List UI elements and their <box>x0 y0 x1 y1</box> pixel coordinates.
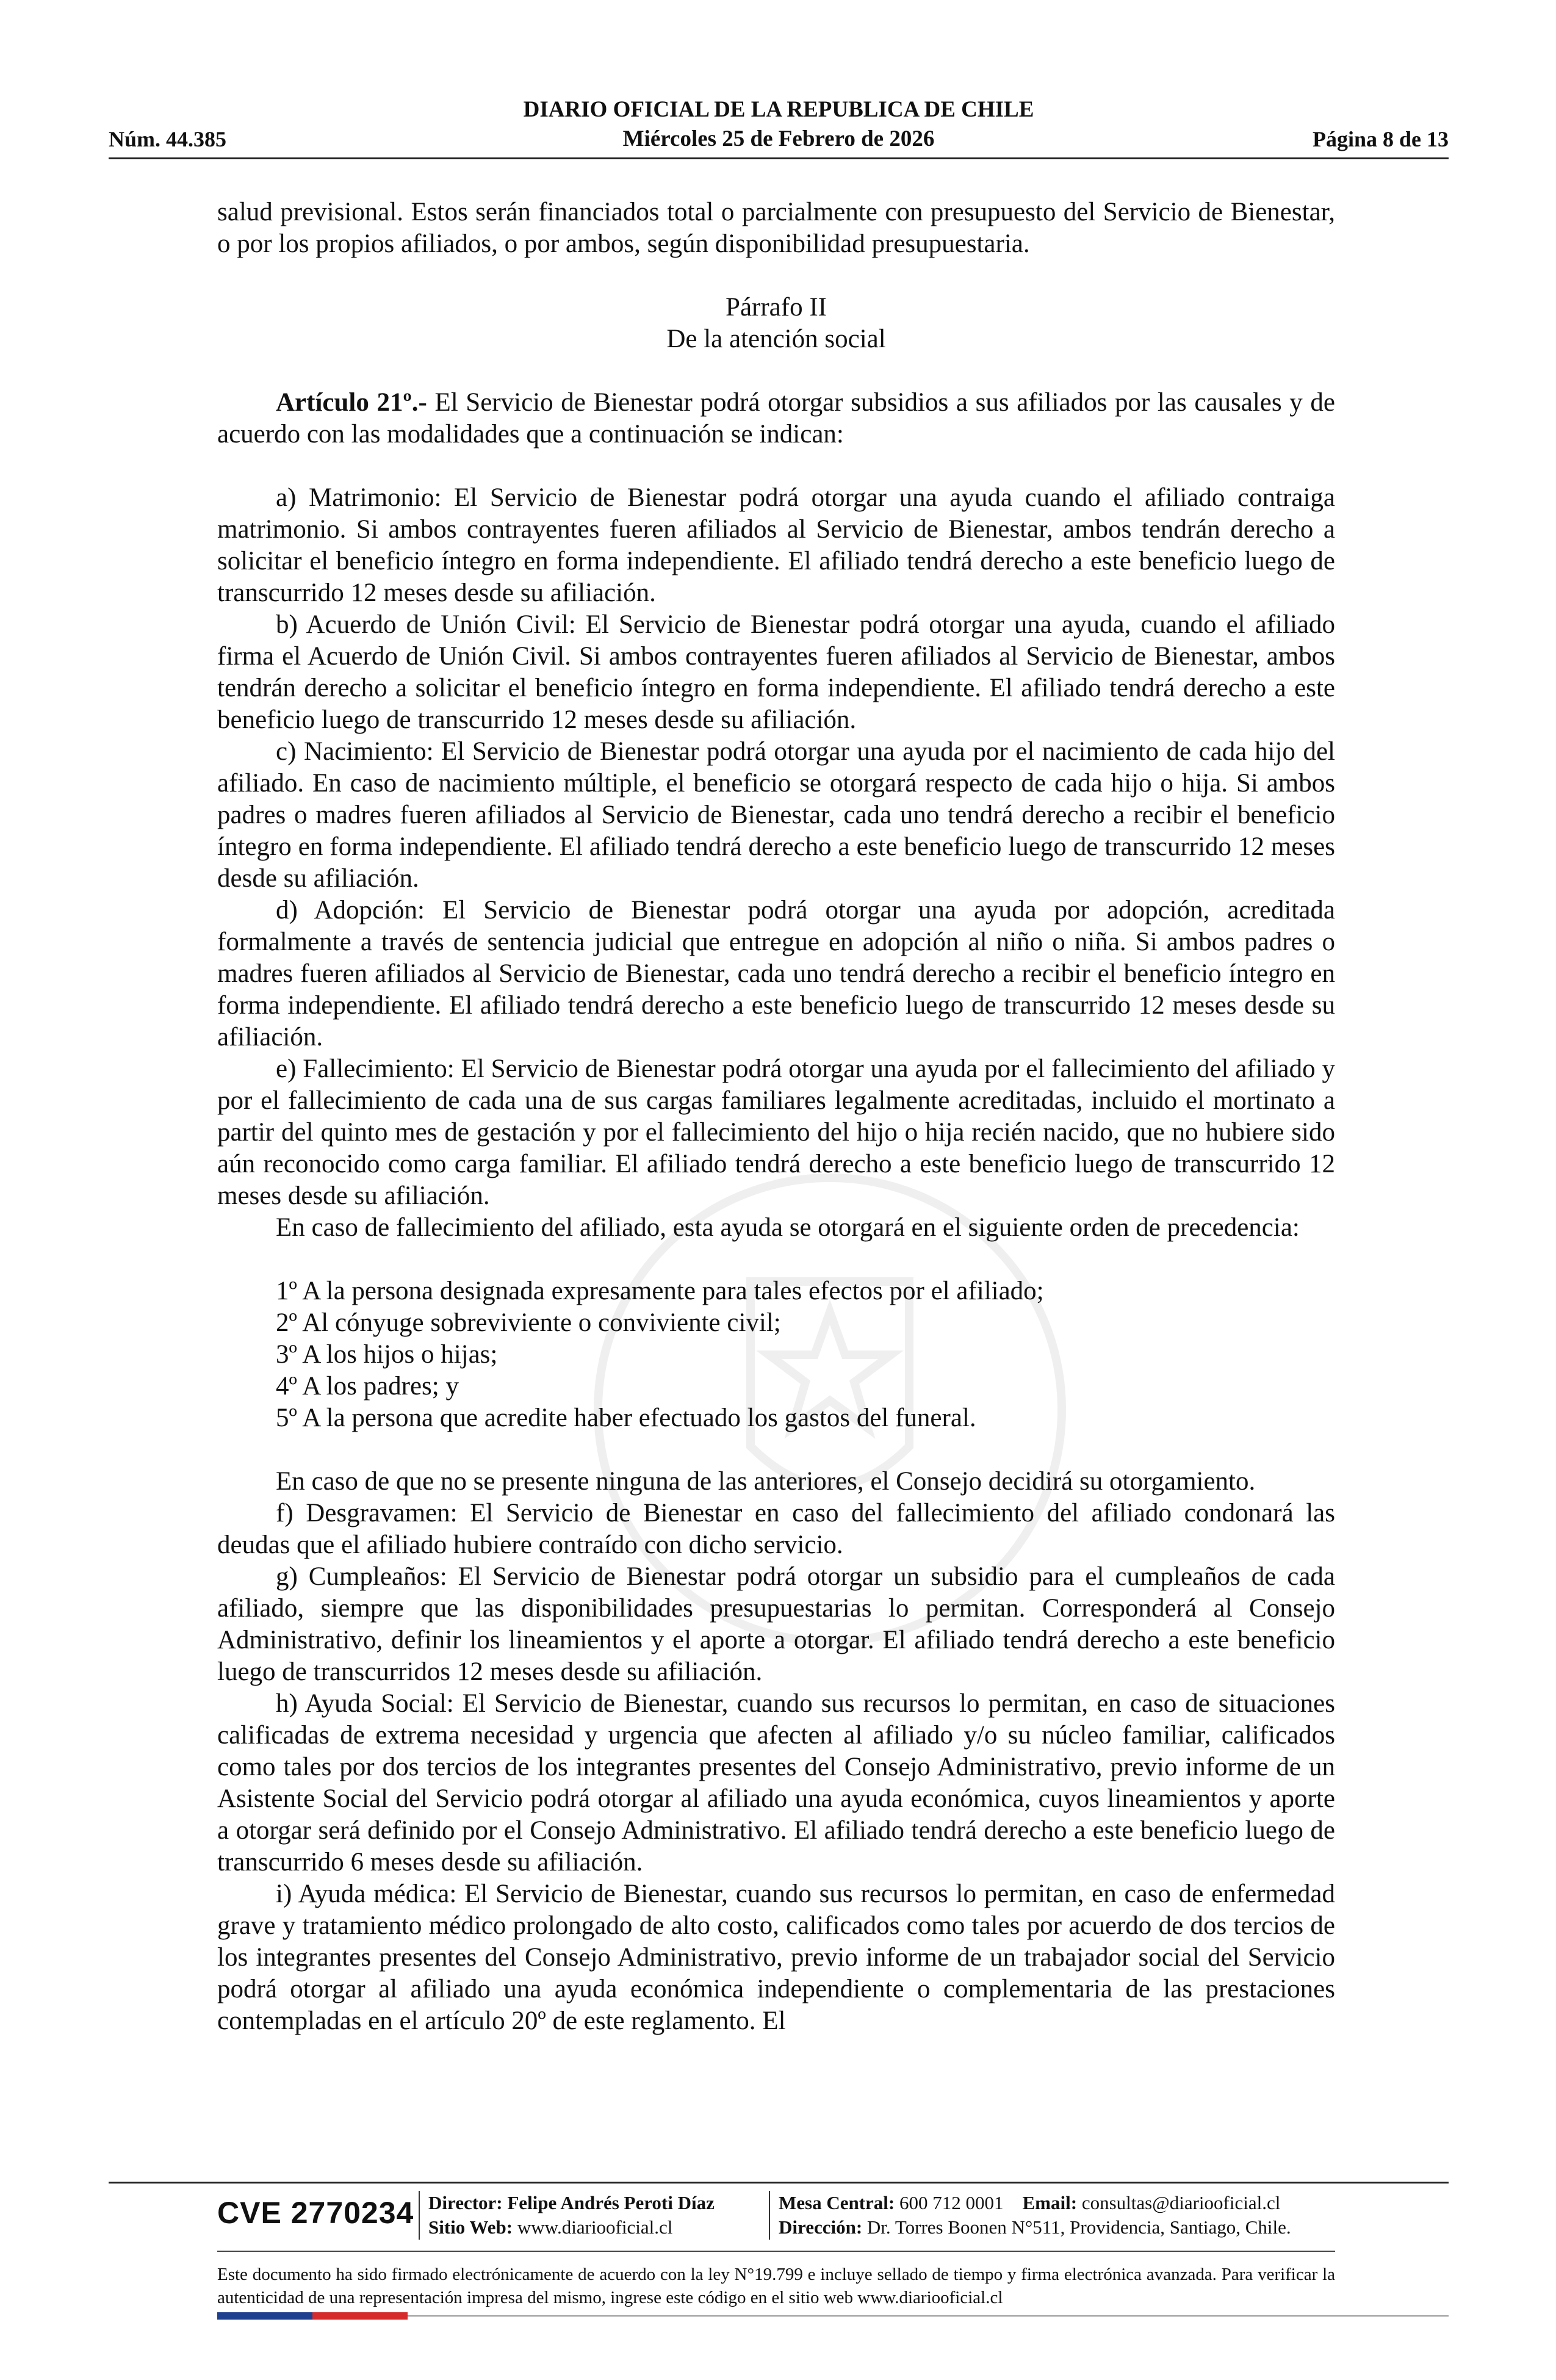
footer-director-column <box>428 2191 715 2240</box>
flag-stripe <box>217 2312 408 2320</box>
page-number: Página 8 de 13 <box>1312 127 1449 151</box>
list-item: 3º A los hijos o hijas; <box>276 1340 498 1369</box>
item-g: g) Cumpleaños: El Servicio de Bienestar podrá otorgar un subsidio para el cumpleaños de cada afiliado, siempre que las disponibilidades presupuestarias lo permitan. Corresponderá al Consejo Administrativo, definir los lineamientos y el aporte a otorgar. El afiliado tendrá derecho a este beneficio luego de transcurridos 12 meses desde su afiliación. <box>217 1562 1335 1686</box>
item-a: a) Matrimonio: El Servicio de Bienestar podrá otorgar una ayuda cuando el afiliado contraiga matrimonio. Si ambos contrayentes fueren afiliados al Servicio de Bienestar, ambos tendrán derecho a solicitar el beneficio íntegro en forma independiente. El afiliado tendrá derecho a este beneficio luego de transcurrido 12 meses desde su afiliación. <box>217 483 1335 607</box>
publication-title: DIARIO OFICIAL DE LA REPUBLICA DE CHILE <box>523 97 1034 122</box>
item-d: d) Adopción: El Servicio de Bienestar podrá otorgar una ayuda por adopción, acreditada formalmente a través de sentencia judicial que entregue en adopción al niño o niña. Si ambos padres o madres fueren afiliados al Servicio de Bienestar, cada uno tendrá derecho a recibir el beneficio íntegro en forma independiente. El afiliado tendrá derecho a este beneficio luego de transcurrido 12 meses desde su afiliación. <box>217 896 1335 1051</box>
issue-number: Núm. 44.385 <box>109 127 227 151</box>
address-label: Dirección: <box>779 2216 863 2238</box>
address-text: Dr. Torres Boonen N°511, Providencia, Santiago, Chile. <box>866 2216 1291 2238</box>
section-subtitle: De la atención social <box>666 325 886 353</box>
item-b: b) Acuerdo de Unión Civil: El Servicio de Bienestar podrá otorgar una ayuda, cuando el afiliado firma el Acuerdo de Unión Civil. Si ambos contrayentes fueren afiliados al Servicio de Bienestar, ambos tendrán derecho a solicitar el beneficio íntegro en forma independiente. El afiliado tendrá derecho a este beneficio luego de transcurrido 12 meses desde su afiliación. <box>217 610 1335 734</box>
list-item: 2º Al cónyuge sobreviviente o conviviente civil; <box>276 1308 781 1337</box>
list-item: 1º A la persona designada expresamente para tales efectos por el afiliado; <box>276 1277 1044 1305</box>
precedence-intro: En caso de fallecimiento del afiliado, esta ayuda se otorgará en el siguiente orden de precedencia: <box>276 1213 1300 1242</box>
website-label: Sitio Web: <box>428 2216 513 2238</box>
flag-red-segment <box>312 2312 408 2320</box>
precedence-closing: En caso de que no se presente ninguna de las anteriores, el Consejo decidirá su otorgamiento. <box>276 1467 1256 1496</box>
footer-separator <box>419 2191 420 2240</box>
phone-number: 600 712 0001 <box>899 2192 1004 2213</box>
item-c: c) Nacimiento: El Servicio de Bienestar podrá otorgar una ayuda por el nacimiento de cada hijo del afiliado. En caso de nacimiento múltiple, el beneficio se otorgará respecto de cada hijo o hija. Si ambos padres o madres fueren afiliados al Servicio de Bienestar, cada uno tendrá derecho a recibir el beneficio íntegro en forma independiente. El afiliado tendrá derecho a este beneficio luego de transcurrido 12 meses desde su afiliación. <box>217 737 1335 893</box>
page-footer <box>217 2191 1335 2252</box>
page-header <box>109 92 1449 159</box>
intro-paragraph: salud previsional. Estos serán financiados total o parcialmente con presupuesto del Servicio de Bienestar, o por los propios afiliados, o por ambos, según disponibilidad presupuestaria. <box>217 198 1335 258</box>
precedence-list <box>217 1275 1335 1434</box>
email-link[interactable]: consultas@diariooficial.cl <box>1081 2192 1281 2213</box>
cve-code: CVE 2770234 <box>217 2196 414 2230</box>
footer-separator <box>769 2191 770 2240</box>
flag-blue-segment <box>217 2312 312 2320</box>
item-h: h) Ayuda Social: El Servicio de Bienestar, cuando sus recursos lo permitan, en caso de situaciones calificadas de extrema necesidad y urgencia que afecten al afiliado y/o su núcleo familiar, calificados como tales por dos tercios de los integrantes presentes del Consejo Administrativo, previo informe de un Asistente Social del Servicio podrá otorgar al afiliado una ayuda económica, cuyos lineamientos y aporte a otorgar será definido por el Consejo Administrativo. El afiliado tendrá derecho a este beneficio luego de transcurrido 6 meses desde su afiliación. <box>217 1689 1335 1877</box>
document-body <box>217 197 1335 2037</box>
article-label: Artículo 21º.- <box>276 388 427 417</box>
director-name: Felipe Andrés Peroti Díaz <box>507 2192 715 2213</box>
section-title: Párrafo II <box>726 293 827 322</box>
item-i: i) Ayuda médica: El Servicio de Bienestar, cuando sus recursos lo permitan, en caso de enfermedad grave y tratamiento médico prolongado de alto costo, calificados como tales por acuerdo de dos tercios de los integrantes presentes del Consejo Administrativo, previo informe de un trabajador social del Servicio podrá otorgar al afiliado una ayuda económica independiente o complementaria de las prestaciones contempladas en el artículo 20º de este reglamento. El <box>217 1880 1335 2035</box>
signature-disclaimer: Este documento ha sido firmado electrónicamente de acuerdo con la ley N°19.799 e incluye sellado de tiempo y firma electrónica avanzada. Para verificar la autenticidad de una representación impresa del mismo, ingrese este código en el sitio web www.diariooficial.cl <box>217 2265 1335 2307</box>
bottom-rule <box>408 2315 1449 2317</box>
header-center <box>109 95 1449 154</box>
issue-date: Miércoles 25 de Febrero de 2026 <box>622 126 935 151</box>
footer-rule <box>217 2251 1335 2252</box>
article-text: El Servicio de Bienestar podrá otorgar subsidios a sus afiliados por las causales y de acuerdo con las modalidades que a continuación se indican: <box>217 388 1336 449</box>
director-label: Director: <box>428 2192 503 2213</box>
phone-label: Mesa Central: <box>779 2192 895 2213</box>
item-e: e) Fallecimiento: El Servicio de Bienestar podrá otorgar una ayuda por el fallecimiento del afiliado y por el fallecimiento de cada una de sus cargas familiares legalmente acreditadas, incluido el mortinato a partir del quinto mes de gestación y por el fallecimiento del hijo o hija recién nacido, que no hubiere sido aún reconocido como carga familiar. El afiliado tendrá derecho a este beneficio luego de transcurrido 12 meses desde su afiliación. <box>217 1055 1335 1210</box>
footer-divider <box>109 2182 1449 2183</box>
list-item: 5º A la persona que acredite haber efectuado los gastos del funeral. <box>276 1404 976 1432</box>
item-f: f) Desgravamen: El Servicio de Bienestar en caso del fallecimiento del afiliado condonará las deudas que el afiliado hubiere contraído con dicho servicio. <box>217 1499 1335 1559</box>
website-link[interactable]: www.diariooficial.cl <box>517 2216 673 2238</box>
article-21-paragraph <box>217 387 1335 450</box>
list-item: 4º A los padres; y <box>276 1372 459 1401</box>
footer-contact-column <box>779 2191 1291 2240</box>
email-label: Email: <box>1022 2192 1078 2213</box>
